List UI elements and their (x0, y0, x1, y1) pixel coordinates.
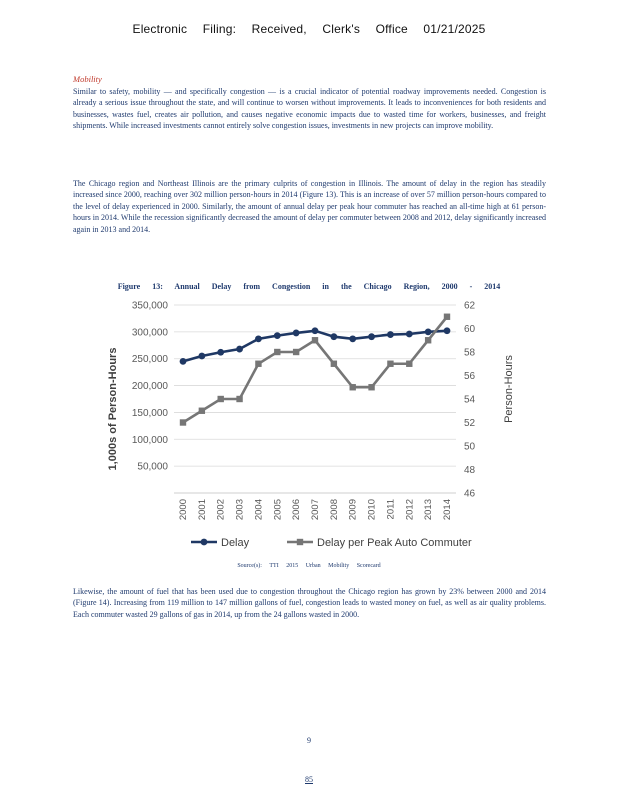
delay-per-commuter-point (255, 361, 261, 367)
delay-point (387, 331, 394, 338)
x-tick-label: 2012 (404, 499, 416, 521)
delay-per-commuter-point (199, 408, 205, 414)
x-tick-label: 2009 (347, 499, 359, 521)
page-number: 9 (307, 736, 311, 745)
delay-point (293, 330, 300, 337)
y2-tick-label: 52 (464, 418, 476, 429)
y-tick-label: 100,000 (131, 434, 168, 446)
footer-page-number: 85 (305, 775, 313, 784)
y2-tick-label: 54 (464, 394, 476, 406)
x-tick-label: 2005 (272, 499, 284, 521)
y-tick-label: 50,000 (137, 461, 168, 473)
delay-point (236, 346, 243, 353)
delay-per-commuter-point (350, 384, 356, 390)
y2-tick-label: 60 (464, 324, 476, 335)
x-tick-label: 2001 (196, 499, 208, 521)
y2-tick-label: 46 (464, 488, 476, 500)
delay-per-commuter-point (368, 384, 374, 390)
y-tick-label: 200,000 (131, 381, 168, 393)
y-tick-label: 150,000 (131, 407, 168, 419)
x-tick-label: 2003 (234, 499, 246, 521)
y-tick-label: 250,000 (131, 354, 168, 366)
delay-per-commuter-point (387, 361, 393, 367)
y2-tick-label: 48 (464, 465, 476, 476)
delay-point (444, 327, 451, 334)
delay-point (330, 333, 337, 340)
delay-per-commuter-point (425, 337, 431, 343)
y-tick-label: 300,000 (131, 327, 168, 339)
delay-point (425, 328, 432, 335)
x-tick-label: 2014 (442, 499, 453, 521)
chart-legend (191, 537, 472, 549)
x-tick-label: 2006 (291, 499, 303, 521)
x-tick-label: 2013 (423, 499, 435, 521)
y-tick-label: 350,000 (131, 300, 168, 312)
delay-point (406, 331, 413, 338)
delay-point (198, 353, 205, 360)
legend-marker-commuter (297, 539, 303, 545)
delay-point (180, 358, 187, 365)
section-heading: Mobility (73, 74, 102, 84)
delay-per-commuter-point (312, 337, 318, 343)
chart-axes (107, 301, 515, 521)
y2-tick-label: 50 (464, 441, 476, 453)
delay-line-chart (96, 295, 516, 557)
delay-per-commuter-point (331, 361, 337, 367)
x-tick-label: 2011 (385, 499, 397, 520)
legend-label-delay-per-commuter: Delay per Peak Auto Commuter (317, 537, 472, 549)
delay-point (274, 332, 281, 339)
paragraph-chicago: The Chicago region and Northeast Illinois are the primary culprits of congestion in Illinois. The amount of delay in the region has steadily increased since 2000, reaching over 302 million person-hours in 2014 (Figure 13). This is an increase of over 57 million person-hours compared to the level of delay experienced in 2000. Similarly, the amount of annual delay per peak hour commuter has reached an all-time high at 61 person-hours in 2014. While the recession significantly decreased the amount of delay per commuter between 2008 and 2012, delay significantly increased again in 2013 and 2014. (73, 179, 546, 234)
paragraph-fuel: Likewise, the amount of fuel that has been used due to congestion throughout the Chicago region has grown by 23% between 2000 and 2014 (Figure 14). Increasing from 119 million to 147 million gallons of fuel, congestion leads to wasted money on fuel, as well as air quality problems. Each commuter wasted 29 gallons of gas in 2014, up from the 24 gallons wasted in 2000. (73, 587, 546, 619)
x-tick-label: 2007 (310, 499, 321, 521)
delay-per-commuter-point (274, 349, 280, 355)
delay-point (368, 333, 375, 340)
figure-title: Figure 13: Annual Delay from Congestion in the Chicago Region, 2000 - 2014 (117, 282, 501, 291)
delay-per-commuter-point (218, 396, 224, 402)
delay-point (255, 335, 262, 342)
y2-axis-title: Person-Hours (503, 355, 515, 423)
x-tick-label: 2004 (253, 499, 265, 521)
filing-header: Electronic Filing: Received, Clerk's Office 01/21/2025 (132, 22, 486, 36)
delay-per-commuter-point (293, 349, 299, 355)
x-tick-label: 2002 (215, 499, 227, 521)
x-tick-label: 2010 (366, 499, 378, 521)
delay-point (217, 349, 224, 356)
y-axis-title: 1,000s of Person-Hours (107, 347, 119, 471)
chart-series (180, 314, 451, 426)
delay-per-commuter-point (236, 396, 242, 402)
delay-per-commuter-point (406, 361, 412, 367)
delay-per-commuter-point (180, 419, 186, 425)
figure-source: Source(s): TTI 2015 Urban Mobility Scorecard (237, 563, 381, 569)
y2-tick-label: 56 (464, 371, 476, 382)
y2-tick-label: 62 (464, 300, 476, 312)
legend-marker-delay (201, 539, 208, 546)
legend-label-delay: Delay (221, 537, 250, 549)
delay-per-commuter-point (444, 314, 450, 320)
x-tick-label: 2008 (328, 499, 340, 521)
y2-tick-label: 58 (464, 347, 476, 359)
delay-point (312, 327, 319, 334)
x-tick-label: 2000 (178, 499, 189, 521)
paragraph-intro: Similar to safety, mobility — and specifically congestion — is a crucial indicator of potential roadway improvements needed. Congestion is already a serious issue throughout the state, and will continue to worsen without improvements. It leads to inconveniences for both residents and businesses, wastes fuel, creates air pollution, and causes negative economic impacts due to wasted time for workers, businesses, and freight shipments. While increased investments cannot entirely solve congestion issues, investments in new projects can improve mobility. (73, 87, 546, 131)
delay-point (349, 335, 356, 342)
